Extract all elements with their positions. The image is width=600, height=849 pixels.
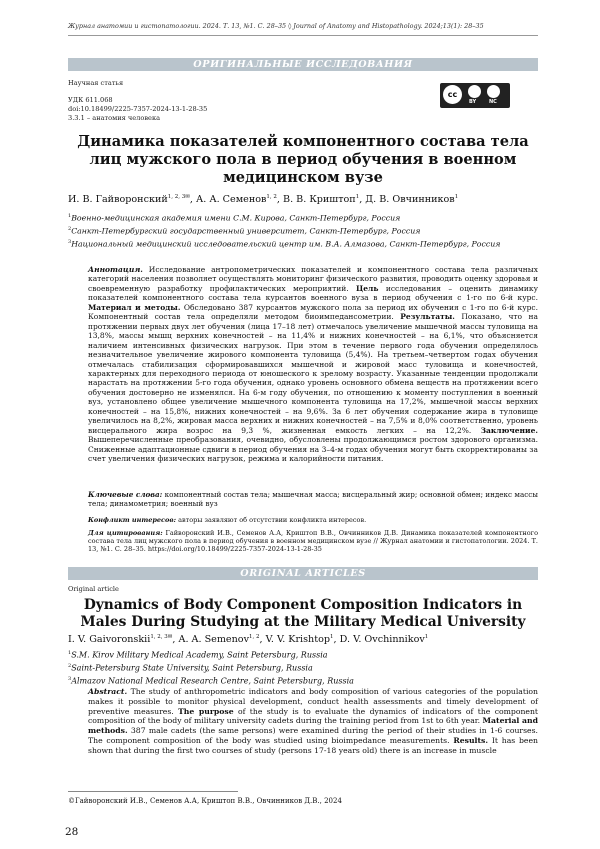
header-divider [68, 35, 538, 36]
article-type-en: Original article [68, 585, 119, 593]
affiliations-en [68, 648, 538, 687]
author: A. A. Semenov1, 2, [179, 634, 266, 645]
author-list-ru [68, 194, 538, 205]
cc-by-label: BY [469, 99, 476, 105]
article-title-en: Dynamics of Body Component Composition Indicators in Males During Studying at the Military Medical University [68, 597, 538, 631]
author: В. В. Криштоп1, [283, 194, 365, 205]
person-icon [468, 85, 481, 98]
author: I. V. Gaivoronskii1, 2, 3✉, [68, 634, 179, 645]
conflict-of-interest: Конфликт интересов: авторы заявляют об отсутствии конфликта интересов. [88, 516, 538, 524]
article-type-ru: Научная статья [68, 79, 123, 87]
citation-ru: Для цитирования: Гайворонский И.В., Семенов А.А, Криштоп В.В., Овчинников Д.В. Динамика показателей компонентного состава тела лиц мужского пола в период обучения в военном медицинском вузе // Журнал анатомии и гистопатологии. 2024. Т. 13, №1. С. 28–35. https://doi.org/10.18499/2225-7357-2024-13-1-28-35 [88, 529, 538, 554]
affiliations-ru [68, 211, 538, 249]
author: Д. В. Овчинников1 [365, 194, 458, 205]
doi-link[interactable]: doi:10.18499/2225-7357-2024-13-1-28-35 [68, 105, 207, 113]
specialty-code: 3.3.1 – анатомия человека [68, 114, 160, 122]
keywords-ru: Ключевые слова: компонентный состав тела; мышечная масса; висцеральный жир; основной обмен; индекс массы тела; динамометрия; военный вуз [88, 490, 538, 508]
cc-nc-label: NC [489, 99, 497, 105]
abstract-en: Abstract. The study of anthropometric indicators and body composition of various categories of the population makes it possible to monitor physical development, conduct health assessments and timely development of preventive measures. The purpose of the study is to evaluate the dynamics of indicators of the component composition of the body of military university cadets during the training period from 1st to 6th year. Material and methods. 387 male cadets (the same persons) were examined during the period of their studies in 1-6 courses. The component composition of the body was studied using bioimpedance measurements. Results. It has been shown that during the first two courses of study (persons 17-18 years old) there is an increase in muscle [88, 687, 538, 756]
affiliation: 1S.M. Kirov Military Medical Academy, Saint Petersburg, Russia [68, 648, 538, 661]
article-title-ru: Динамика показателей компонентного состава тела лиц мужского пола в период обучения в военном медицинском вузе [68, 133, 538, 187]
affiliation: 3Almazov National Medical Research Centre, Saint Petersburg, Russia [68, 674, 538, 687]
author: И. В. Гайворонский1, 2, 3✉, [68, 194, 196, 205]
affiliation: 2Saint-Petersburg State University, Saint Petersburg, Russia [68, 661, 538, 674]
section-banner-ru: ОРИГИНАЛЬНЫЕ ИССЛЕДОВАНИЯ [68, 58, 538, 71]
affiliation: 1Военно-медицинская академия имени С.М. Кирова, Санкт-Петербург, Россия [68, 211, 538, 224]
author-list-en [68, 634, 538, 645]
affiliation: 3Национальный медицинский исследовательский центр им. В.А. Алмазова, Санкт-Петербург, Россия [68, 237, 538, 250]
abstract-ru: Аннотация. Исследование антропометрических показателей и компонентного состава тела различных категорий населения позволяет осуществлять мониторинг физического развития, проводить оценку здоровья и своевременную разработку профилактических мероприятий. Цель исследования – оценить динамику показателей компонентного состава тела курсантов военного вуза в период обучения с 1-го по 6-й курс. Материал и методы. Обследовано 387 курсантов мужского пола за период их обучения с 1-го по 6-й курс. Компонентный состав тела определяли методом биоимпедансометрии. Результаты. Показано, что на протяжении первых двух лет обучения (лица 17–18 лет) отмечалось увеличение мышечной массы туловища на 13,8%, массы мышц верхних конечностей – на 11,4% и нижних конечностей – на 6,1%, что объясняется наличием интенсивных физических нагрузок. При этом в течение первого года обучения определялось незначительное увеличение жирового компонента туловища (5,4%). На третьем–четвертом годах обучения отмечалась стабилизация сформировавшихся мышечной и жировой масс туловища и конечностей, характерных для переходного периода от юношеского к зрелому возрасту. Указанные тенденции продолжали нарастать на протяжении 5-го года обучения, однако уровень основного обмена веществ на протяжении всего обучения достоверно не изменялся. На 6-м году обучения, по отношению к моменту поступления в военный вуз, установлено общее увеличение мышечного компонента туловища на 17,2%, мышечной массы верхних конечностей – на 15,8%, нижних конечностей – на 9,6%. За 6 лет обучения содержание жира в туловище увеличилось на 8,2%, жировая масса верхних и нижних конечностей – на 7,5% и 8,0% соответственно, уровень висцерального жира возрос на 9,3 %, жизненная емкость легких – на 12,2%. Заключение. Вышеперечисленные преобразования, очевидно, обусловлены продолжающимся ростом здорового организма. Сниженные адаптационные сдвиги в период обучения на 3–4-м годах обучения могут быть скорректированы за счет увеличения физических нагрузок, режима и калорийности питания. [88, 265, 538, 464]
article-page [0, 0, 600, 849]
affiliation: 2Санкт-Петербургский государственный университет, Санкт-Петербург, Россия [68, 224, 538, 237]
author: D. V. Ovchinnikov1 [340, 634, 429, 645]
author: V. V. Krishtop1, [266, 634, 340, 645]
cc-license-badge[interactable] [440, 83, 510, 108]
section-banner-en: ORIGINAL ARTICLES [68, 567, 538, 580]
no-commercial-icon [487, 85, 500, 98]
footnote-divider [68, 791, 238, 792]
cc-icon: cc [443, 85, 462, 104]
copyright-footnote: ©Гайворонский И.В., Семенов А.А, Криштоп В.В., Овчинников Д.В., 2024 [68, 797, 342, 805]
author: А. А. Семенов1, 2, [196, 194, 283, 205]
udc-code: УДК 611.068 [68, 96, 113, 104]
running-header: Журнал анатомии и гистопатологии. 2024. Т. 13, №1. С. 28–35 ◊ Journal of Anatomy and Histopathology. 2024;13(1): 28–35 [68, 22, 538, 30]
page-number: 28 [65, 826, 78, 838]
